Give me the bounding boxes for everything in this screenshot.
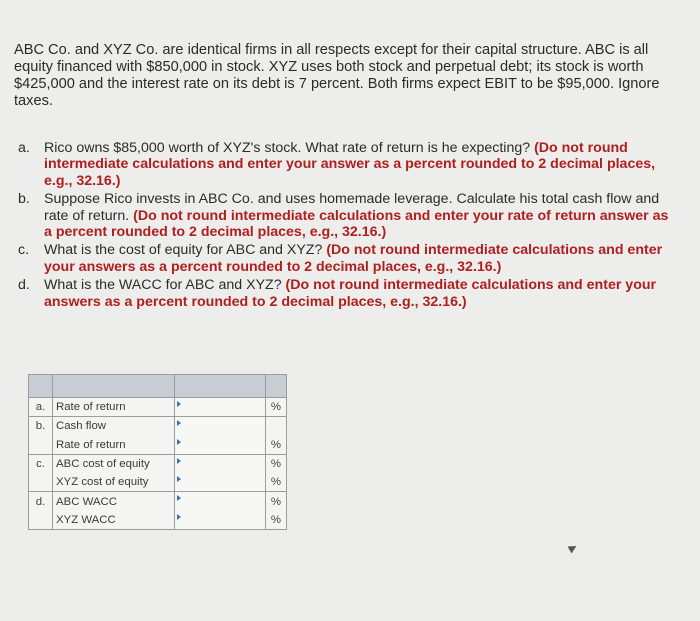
question-body: [44, 140, 678, 189]
xyz-wacc-input[interactable]: [175, 510, 269, 530]
question-body: [44, 277, 678, 310]
question-instruction: (Do not round intermediate calculations and enter your answer as a percent rounded to 2 decimal places, e.g., 32.16.): [44, 140, 656, 189]
question-instruction: (Do not round intermediate calculations and enter your answers as a percent rounded to 2 decimal places, e.g., 32.16.): [44, 277, 657, 310]
answer-table: [28, 374, 287, 530]
row-letter: a.: [29, 398, 53, 417]
question-letter: b.: [18, 191, 30, 208]
question-letter: c.: [18, 242, 30, 259]
row-letter: [29, 511, 53, 530]
row-label: ABC cost of equity: [53, 454, 175, 473]
row-letter: [29, 436, 53, 455]
question-text: Suppose Rico invests in ABC Co. and uses homemade leverage. Calculate his total cash flow and rate of return.: [44, 191, 660, 224]
rate-of-return-b-input[interactable]: [175, 435, 269, 455]
question-c: [18, 242, 678, 275]
row-label: ABC WACC: [53, 492, 175, 511]
row-unit: %: [266, 492, 287, 511]
table-header-row: [29, 375, 287, 398]
triangle-marker-icon: [177, 401, 181, 407]
row-label: Cash flow: [53, 417, 175, 436]
mouse-cursor-icon: [568, 543, 579, 554]
triangle-marker-icon: [177, 458, 181, 464]
answer-input-cell[interactable]: [175, 398, 266, 417]
table-header-cell: [175, 375, 266, 398]
answer-input-cell[interactable]: [175, 417, 266, 436]
abc-cost-of-equity-input[interactable]: [175, 454, 269, 474]
table-row-d-abc: [29, 492, 287, 511]
question-body: [44, 191, 678, 240]
table-row-b-cashflow: [29, 417, 287, 436]
triangle-marker-icon: [177, 495, 181, 501]
answer-input-cell[interactable]: [175, 454, 266, 473]
question-b: [18, 191, 678, 240]
triangle-marker-icon: [177, 439, 181, 445]
question-instruction: (Do not round intermediate calculations and enter your rate of return answer as a percent rounded to 2 decimal places, e.g., 32.16.): [44, 207, 669, 241]
table-header-cell: [266, 375, 287, 398]
question-a: [18, 140, 678, 189]
question-text: What is the WACC for ABC and XYZ?: [44, 277, 286, 294]
answer-input-cell[interactable]: [175, 492, 266, 511]
row-label: Rate of return: [53, 436, 175, 455]
row-unit: %: [266, 473, 287, 492]
row-letter: b.: [29, 417, 53, 436]
row-unit: %: [266, 511, 287, 530]
question-list: [18, 140, 678, 310]
question-letter: d.: [18, 277, 30, 294]
table-row-a-rate: [29, 398, 287, 417]
row-letter: c.: [29, 454, 53, 473]
cash-flow-input[interactable]: [175, 416, 269, 436]
question-instruction: (Do not round intermediate calculations and enter your answers as a percent rounded to 2 decimal places, e.g., 32.16.): [44, 242, 663, 275]
rate-of-return-a-input[interactable]: [175, 397, 269, 417]
row-letter: d.: [29, 492, 53, 511]
question-text: What is the cost of equity for ABC and XYZ?: [44, 242, 327, 259]
row-letter: [29, 473, 53, 492]
answer-input-cell[interactable]: [175, 436, 266, 455]
question-body: [44, 242, 678, 275]
question-text: Rico owns $85,000 worth of XYZ's stock. What rate of return is he expecting?: [44, 140, 535, 156]
table-header-cell: [53, 375, 175, 398]
table-row-d-xyz: [29, 511, 287, 530]
xyz-cost-of-equity-input[interactable]: [175, 472, 269, 492]
table-row-c-abc: [29, 454, 287, 473]
triangle-marker-icon: [177, 476, 181, 482]
row-unit: %: [266, 398, 287, 417]
question-d: [18, 277, 678, 310]
table-header-cell: [29, 375, 53, 398]
row-unit: %: [266, 436, 287, 455]
row-label: XYZ WACC: [53, 511, 175, 530]
row-unit: %: [266, 454, 287, 473]
row-label: XYZ cost of equity: [53, 473, 175, 492]
answer-input-cell[interactable]: [175, 473, 266, 492]
table-row-c-xyz: [29, 473, 287, 492]
table-row-b-rate: [29, 436, 287, 455]
problem-intro: ABC Co. and XYZ Co. are identical firms in all respects except for their capital structure. ABC is all equity financed with $850,000 in stock. XYZ uses both stock and perpetual debt; its stock is worth $425,000 and the interest rate on its debt is 7 percent. Both firms expect EBIT to be $95,000. Ignore taxes.: [14, 42, 660, 109]
question-letter: a.: [18, 140, 30, 156]
abc-wacc-input[interactable]: [175, 491, 269, 511]
answer-input-cell[interactable]: [175, 511, 266, 530]
row-label: Rate of return: [53, 398, 175, 417]
triangle-marker-icon: [177, 420, 181, 426]
triangle-marker-icon: [177, 514, 181, 520]
